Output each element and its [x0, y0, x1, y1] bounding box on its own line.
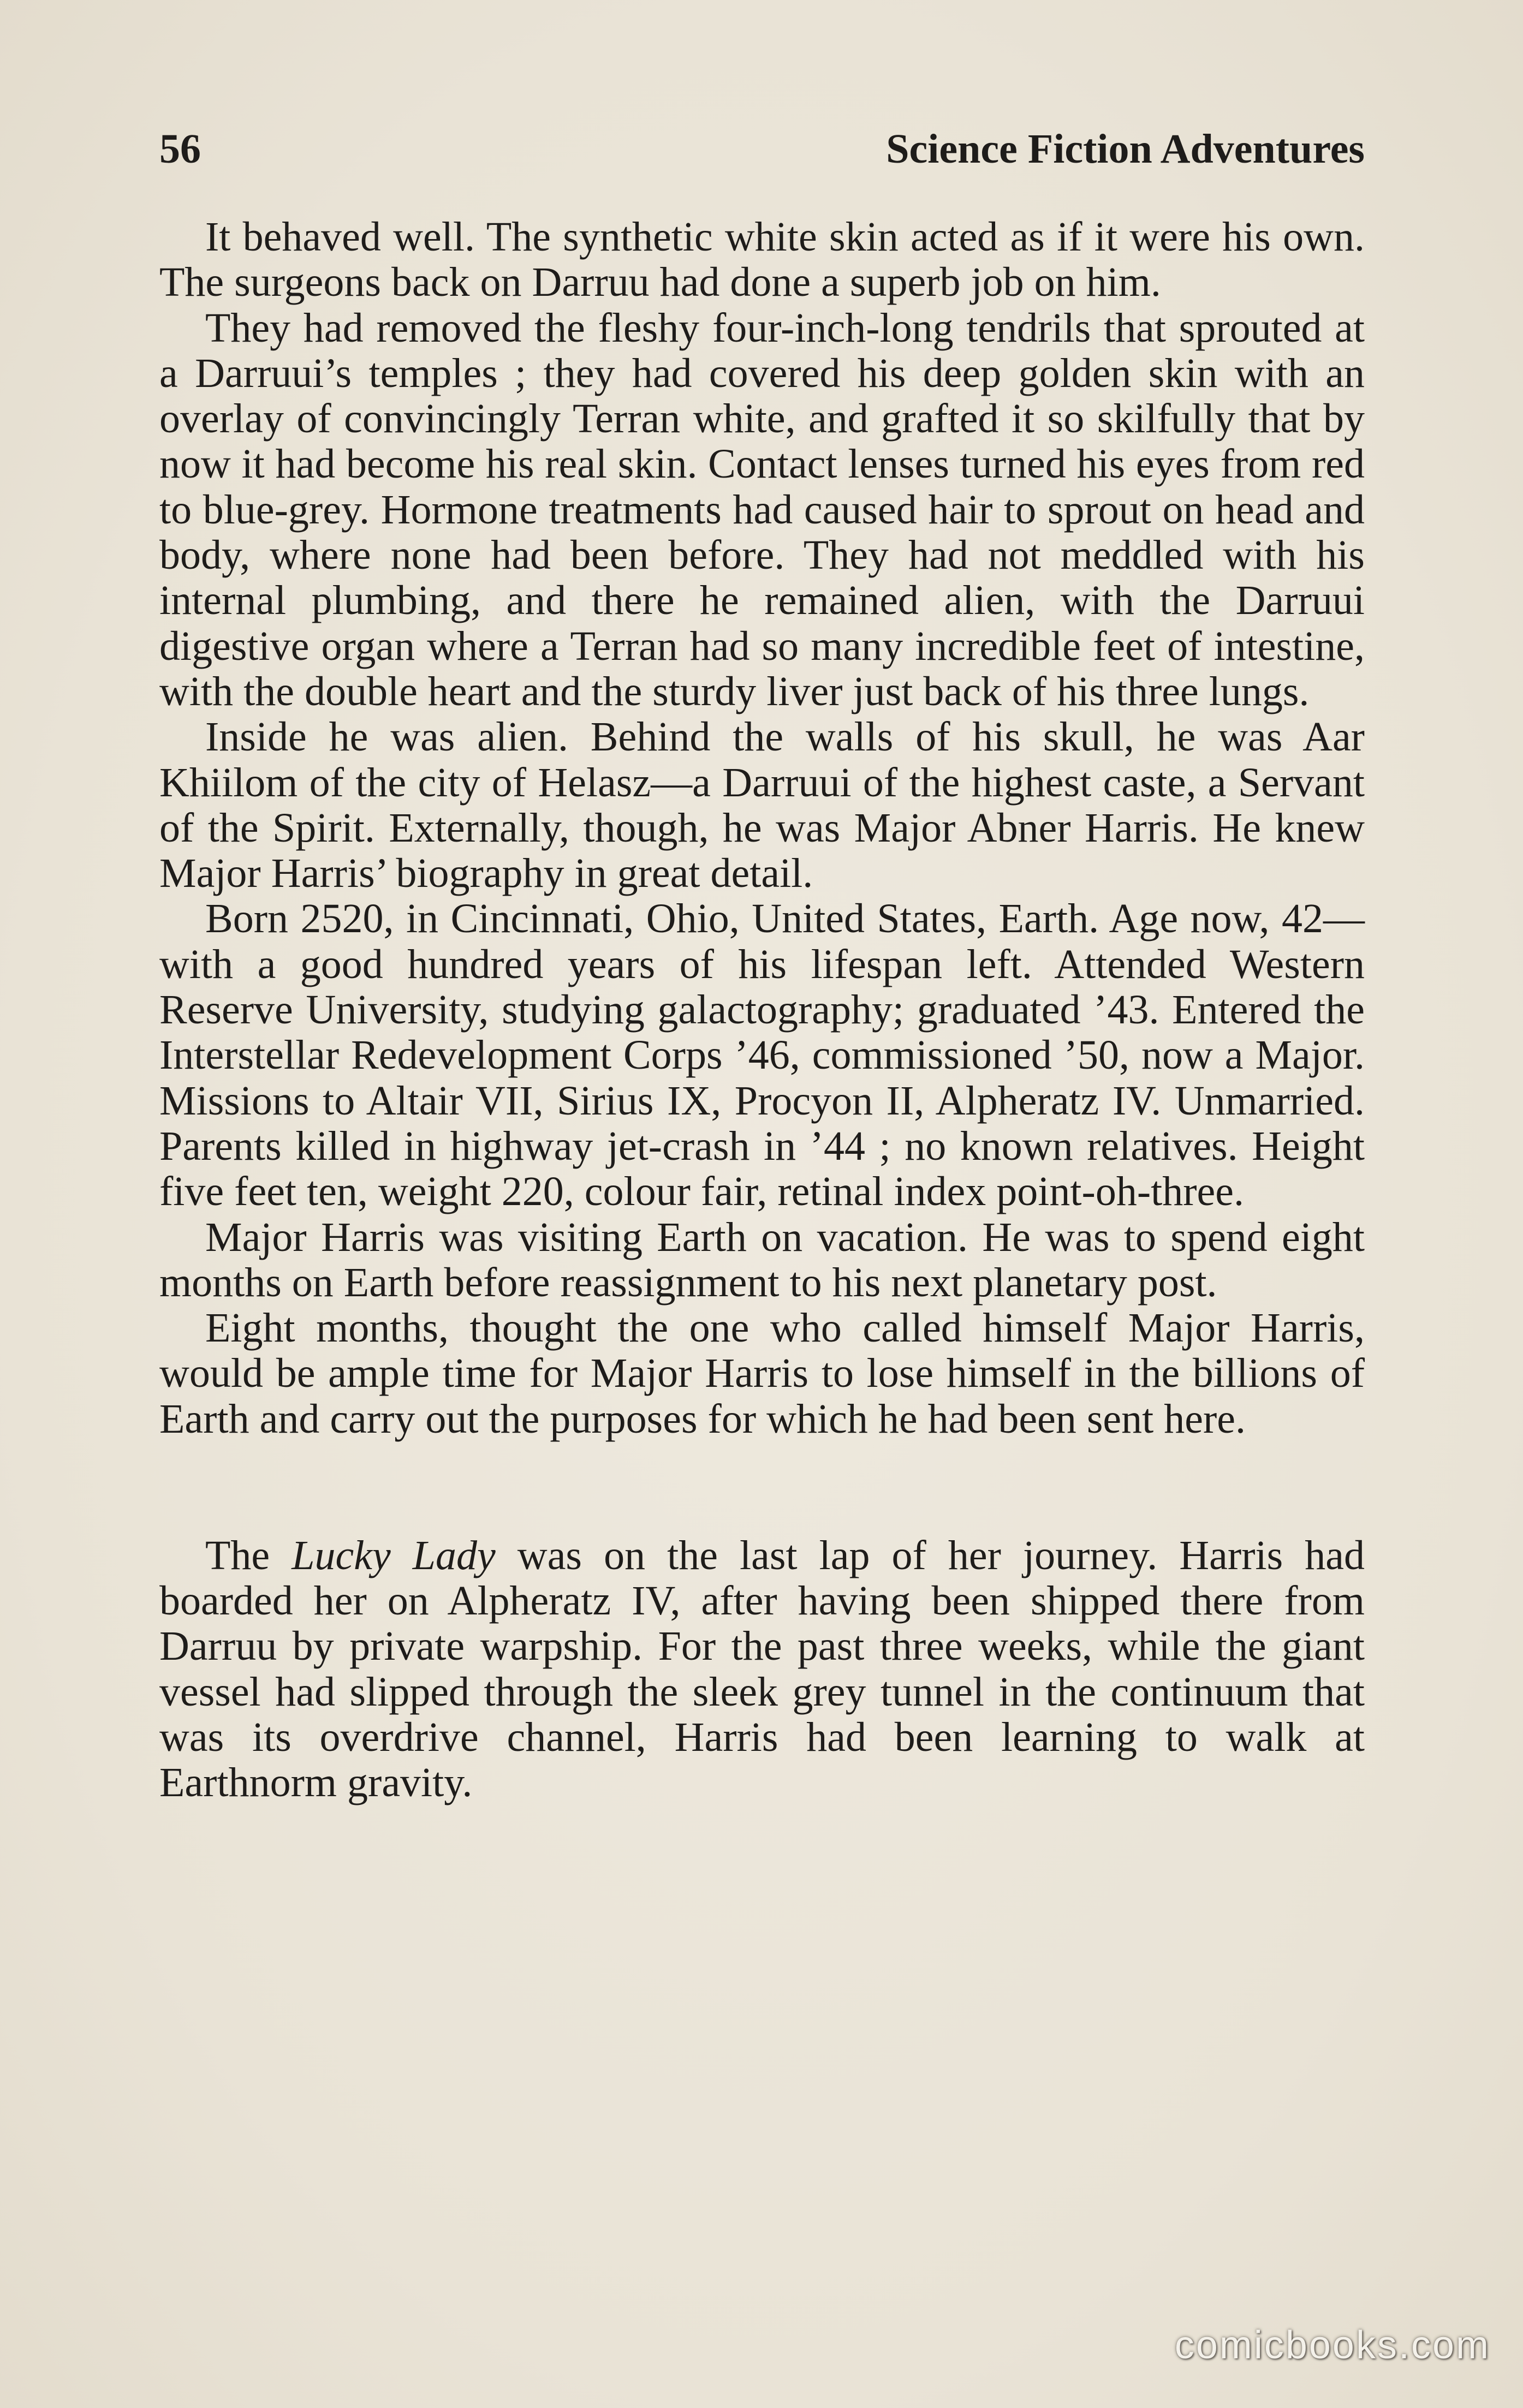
paragraph: Major Harris was visiting Earth on vacation. He was to spend eight months on Earth before reassignment to his next planetary post. — [159, 1214, 1365, 1306]
body-text — [159, 214, 1365, 1805]
paragraph-section-start — [159, 1533, 1365, 1806]
paragraph-lead: The — [205, 1532, 292, 1578]
paragraph: They had removed the fleshy four-inch-long tendrils that sprouted at a Darruui’s temples ; they had covered his deep golden skin with an overlay of convincingly Terran white, and grafted it so skilfully that by now it had become his real skin. Contact lenses turned his eyes from red to blue-grey. Hormone treatments had caused hair to sprout on head and body, where none had been before. They had not meddled with his internal plumbing, and there he remained alien, with the Darruui digestive organ where a Terran had so many incredible feet of intestine, with the double heart and the sturdy liver just back of his three lungs. — [159, 305, 1365, 714]
watermark: comicbooks.com — [1174, 2323, 1490, 2367]
paragraph: Eight months, thought the one who called himself Major Harris, would be ample time for Major Harris to lose himself in the billions of Earth and carry out the purposes for which he had been sent here. — [159, 1305, 1365, 1442]
paragraph-rest: was on the last lap of her journey. Harris had boarded her on Alpheratz IV, after having been shipped there from Darruu by private warpship. For the past three weeks, while the giant vessel had slipped through the sleek grey tunnel in the continuum that was its overdrive channel, Harris had been learning to walk at Earthnorm gravity. — [159, 1532, 1365, 1806]
running-header — [159, 119, 1365, 179]
running-title: Science Fiction Adventures — [886, 126, 1365, 172]
paragraph: Inside he was alien. Behind the walls of his skull, he was Aar Khiilom of the city of Helasz—a Darruui of the highest caste, a Servant of the Spirit. Externally, though, he was Major Abner Harris. He knew Major Harris’ biography in great detail. — [159, 714, 1365, 897]
page-number: 56 — [159, 126, 201, 172]
paragraph: It behaved well. The synthetic white skin acted as if it were his own. The surgeons back on Darruu had done a superb job on him. — [159, 214, 1365, 306]
section-break — [159, 1442, 1365, 1533]
paragraph: Born 2520, in Cincinnati, Ohio, United States, Earth. Age now, 42—with a good hundred years of his lifespan left. Attended Western Reserve University, studying galactography; graduated ’43. Entered the Interstellar Redevelopment Corps ’46, commissioned ’50, now a Major. Missions to Altair VII, Sirius IX, Procyon II, Alpheratz IV. Unmarried. Parents killed in highway jet-crash in ’44 ; no known relatives. Height five feet ten, weight 220, colour fair, retinal index point-oh-three. — [159, 896, 1365, 1215]
ship-name: Lucky Lady — [291, 1532, 496, 1578]
